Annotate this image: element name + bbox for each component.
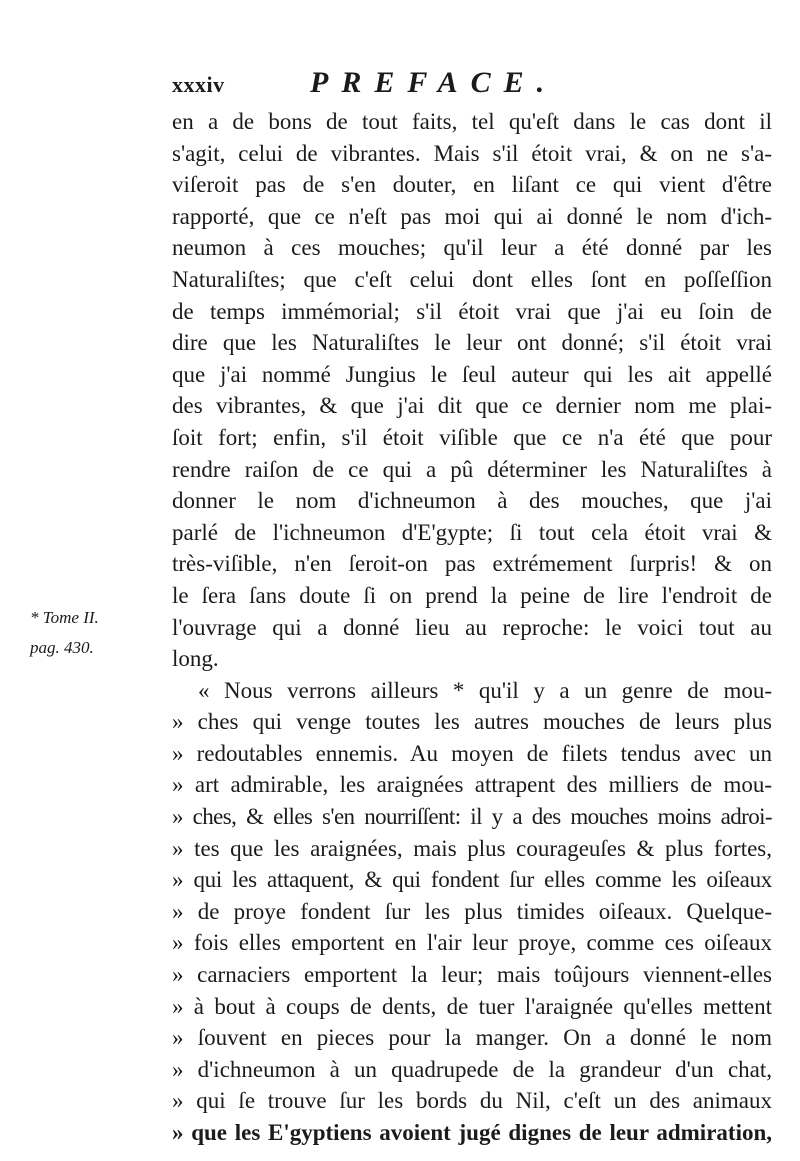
text-line: viſeroit pas de s'en douter, en liſant ce qui vient d'être — [172, 172, 772, 198]
page-number: xxxiv — [172, 72, 225, 97]
margin-note-volume: * Tome II. — [30, 608, 99, 627]
text-line: rapporté, que ce n'eſt pas moi qui ai donné le nom d'ich- — [172, 203, 772, 229]
text-line: rendre raiſon de ce qui a pû déterminer les Naturaliſtes à — [172, 456, 772, 482]
quote-line: » art admirable, les araignées attrapent des milliers de mou- — [172, 772, 772, 798]
text-line: parlé de l'ichneumon d'E'gypte; ſi tout cela étoit vrai & — [172, 519, 772, 545]
text-line: Naturaliſtes; que c'eſt celui dont elles ſont en poſſeſſion — [172, 266, 772, 292]
text-line: long. — [172, 646, 219, 672]
quote-line: » que les E'gyptiens avoient jugé dignes de leur admiration, — [172, 1120, 772, 1145]
quote-line: » d'ichneumon à un quadrupede de la grandeur d'un chat, — [172, 1056, 772, 1082]
quote-line: » qui les attaquent, & qui fondent ſur elles comme les oiſeaux — [172, 867, 772, 893]
text-line: dire que les Naturaliſtes le leur ont donné; s'il étoit vrai — [172, 330, 772, 356]
text-line: ſoit fort; enfin, s'il étoit viſible que ce n'a été que pour — [172, 424, 772, 450]
running-title: PREFACE. — [310, 66, 558, 99]
quote-line: » carnaciers emportent la leur; mais toûjours viennent-elles — [172, 962, 772, 988]
text-line: neumon à ces mouches; qu'il leur a été donné par les — [172, 235, 772, 261]
quote-line: » ches, & elles s'en nourriſſent: il y a des mouches moins adroi- — [172, 804, 772, 830]
quote-line: » de proye fondent ſur les plus timides oiſeaux. Quelque- — [172, 898, 772, 924]
text-line: l'ouvrage qui a donné lieu au reproche: le voici tout au — [172, 614, 772, 640]
text-line: des vibrantes, & que j'ai dit que ce dernier nom me plai- — [172, 393, 772, 419]
text-line: donner le nom d'ichneumon à des mouches, que j'ai — [172, 488, 772, 514]
quote-line: » tes que les araignées, mais plus courageuſes & plus fortes, — [172, 835, 772, 861]
text-line: le ſera ſans doute ſi on prend la peine de lire l'endroit de — [172, 582, 772, 608]
body-text — [172, 106, 772, 1149]
quote-line: « Nous verrons ailleurs * qu'il y a un genre de mou- — [198, 677, 772, 703]
margin-note-page: pag. 430. — [30, 638, 94, 657]
quote-line: » à bout à coups de dents, de tuer l'araignée qu'elles mettent — [172, 993, 772, 1019]
text-line: de temps immémorial; s'il étoit vrai que j'ai eu ſoin de — [172, 298, 772, 324]
quote-line: » fois elles emportent en l'air leur proye, comme ces oiſeaux — [172, 930, 772, 956]
quote-line: » qui ſe trouve ſur les bords du Nil, c'eſt un des animaux — [172, 1088, 772, 1114]
quote-line: » redoutables ennemis. Au moyen de filets tendus avec un — [172, 740, 772, 766]
page-header — [172, 66, 672, 99]
text-line: en a de bons de tout faits, tel qu'eſt dans le cas dont il — [172, 109, 772, 134]
text-line: s'agit, celui de vibrantes. Mais s'il étoit vrai, & on ne s'a- — [172, 140, 772, 166]
quote-line: » ſouvent en pieces pour la manger. On a donné le nom — [172, 1025, 772, 1051]
quote-line: » ches qui venge toutes les autres mouches de leurs plus — [172, 709, 772, 735]
text-line: que j'ai nommé Jungius le ſeul auteur qui les ait appellé — [172, 361, 772, 387]
text-line: très-viſible, n'en ſeroit-on pas extrémement ſurpris! & on — [172, 551, 772, 577]
